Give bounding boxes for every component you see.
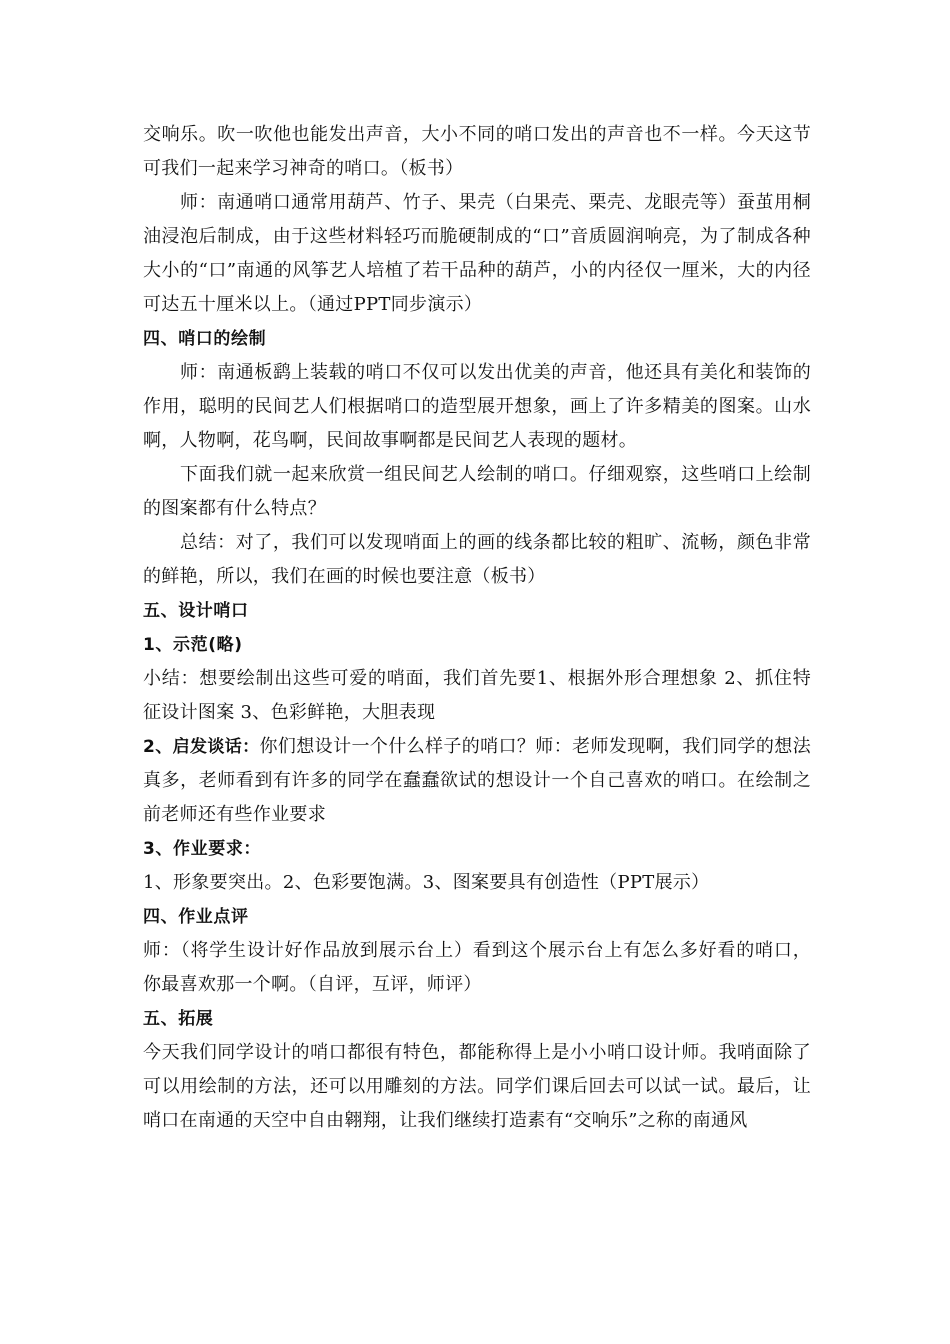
- paragraph-requirements: 1、形象要突出。2、色彩要饱满。3、图案要具有创造性（PPT展示）: [143, 872, 710, 893]
- inspiration-lead: 2、启发谈话：: [143, 737, 260, 757]
- document-body: [143, 118, 811, 1138]
- paragraph-decoration: 师：南通板鹞上装载的哨口不仅可以发出优美的声音，他还具有美化和装饰的作用，聪明的民间艺人们根据哨口的造型展开想象，画上了许多精美的图案。山水啊，人物啊，花鸟啊，民间故事啊都是民间艺人表现的题材。: [143, 362, 811, 451]
- subheading-requirements: 3、作业要求：: [143, 839, 262, 859]
- section-heading-drawing: 四、哨口的绘制: [143, 329, 267, 349]
- paragraph-intro: 交响乐。吹一吹他也能发出声音，大小不同的哨口发出的声音也不一样。今天这节可我们一起来学习神奇的哨口。（板书）: [143, 124, 811, 179]
- inspiration-text: 你们想设计一个什么样子的哨口？师：老师发现啊，我们同学的想法真多，老师看到有许多的同学在蠢蠢欲试的想设计一个自己喜欢的哨口。在绘制之前老师还有些作业要求: [143, 736, 811, 825]
- paragraph-summary: 总结：对了，我们可以发现哨面上的画的线条都比较的粗旷、流畅，颜色非常的鲜艳，所以，我们在画的时候也要注意（板书）: [143, 532, 811, 587]
- section-heading-review: 四、作业点评: [143, 907, 249, 927]
- section-heading-extension: 五、拓展: [143, 1009, 214, 1029]
- paragraph-inspiration: [143, 730, 811, 832]
- paragraph-conclusion: 小结：想要绘制出这些可爱的哨面，我们首先要1、根据外形合理想象 2、抓住特征设计图案 3、色彩鲜艳，大胆表现: [143, 668, 811, 723]
- paragraph-appreciation: 下面我们就一起来欣赏一组民间艺人绘制的哨口。仔细观察，这些哨口上绘制的图案都有什么特点？: [143, 464, 811, 519]
- paragraph-review: 师：（将学生设计好作品放到展示台上）看到这个展示台上有怎么多好看的哨口，你最喜欢那一个啊。（自评，互评，师评）: [143, 940, 811, 995]
- section-heading-design: 五、设计哨口: [143, 601, 249, 621]
- subheading-demo: 1、示范(略): [143, 635, 243, 655]
- paragraph-materials: 师：南通哨口通常用葫芦、竹子、果壳（白果壳、栗壳、龙眼壳等）蚕茧用桐油浸泡后制成，由于这些材料轻巧而脆硬制成的“口”音质圆润响亮，为了制成各种大小的“口”南通的风筝艺人培植了若干品种的葫芦，小的内径仅一厘米，大的内径可达五十厘米以上。（通过PPT同步演示）: [143, 192, 811, 315]
- paragraph-extension: 今天我们同学设计的哨口都很有特色，都能称得上是小小哨口设计师。我哨面除了可以用绘制的方法，还可以用雕刻的方法。同学们课后回去可以试一试。最后，让哨口在南通的天空中自由翱翔，让我们继续打造素有“交响乐”之称的南通风: [143, 1042, 811, 1131]
